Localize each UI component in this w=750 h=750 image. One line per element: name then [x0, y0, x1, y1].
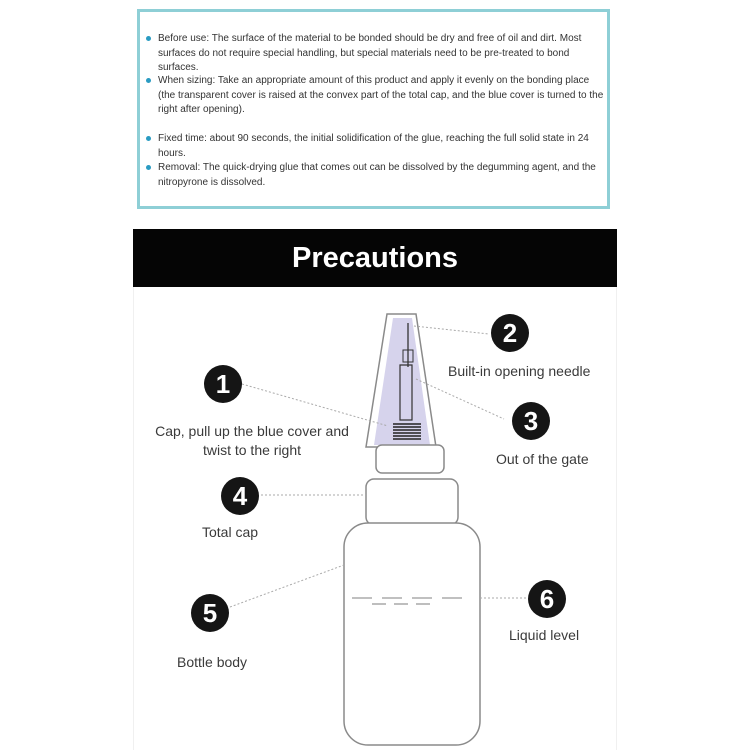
- collar-ring: [376, 445, 444, 473]
- instruction-before-use: Before use: The surface of the material to be bonded should be dry and free of oil and dirt. Most surfaces do not require special handling, but special materials need to be pre-treated to bond surfaces.: [158, 32, 604, 76]
- bottle-illustration: [134, 287, 618, 750]
- bottle-body-shape: [344, 523, 480, 745]
- total-cap-shape: [366, 479, 458, 525]
- callout-badge-3: 3: [512, 402, 550, 440]
- bottle-diagram: [133, 287, 617, 750]
- callout-badge-1: 1: [204, 365, 242, 403]
- callout-label-1-line1: Cap, pull up the blue cover and: [155, 423, 349, 439]
- callout-label-4: Total cap: [202, 524, 259, 540]
- callout-label-5: Bottle body: [177, 654, 248, 670]
- callout-label-6: Liquid level: [509, 627, 580, 643]
- callout-badge-2: 2: [491, 314, 529, 352]
- leader-2: [414, 326, 489, 334]
- leader-5: [230, 565, 344, 607]
- callout-label-1-line2: twist to the right: [202, 442, 302, 458]
- callout-label-3: Out of the gate: [496, 451, 589, 467]
- leader-1: [242, 384, 388, 426]
- callout-badge-6: 6: [528, 580, 566, 618]
- callout-badge-4: 4: [221, 477, 259, 515]
- callout-badge-5: 5: [191, 594, 229, 632]
- callout-label-1: [147, 422, 357, 460]
- instruction-fixed-time: Fixed time: about 90 seconds, the initial solidification of the glue, reaching the full solid state in 24 hours.: [158, 132, 604, 161]
- precautions-title: Precautions: [133, 229, 617, 287]
- instruction-removal: Removal: The quick-drying glue that comes out can be dissolved by the degumming agent, and the nitropyrone is dissolved.: [158, 161, 604, 190]
- instructions-box: [137, 9, 610, 209]
- instruction-when-sizing: When sizing: Take an appropriate amount of this product and apply it evenly on the bonding place (the transparent cover is raised at the convex part of the total cap, and the blue cover is turned to the right after opening).: [158, 74, 604, 118]
- callout-label-2: Built-in opening needle: [448, 363, 591, 379]
